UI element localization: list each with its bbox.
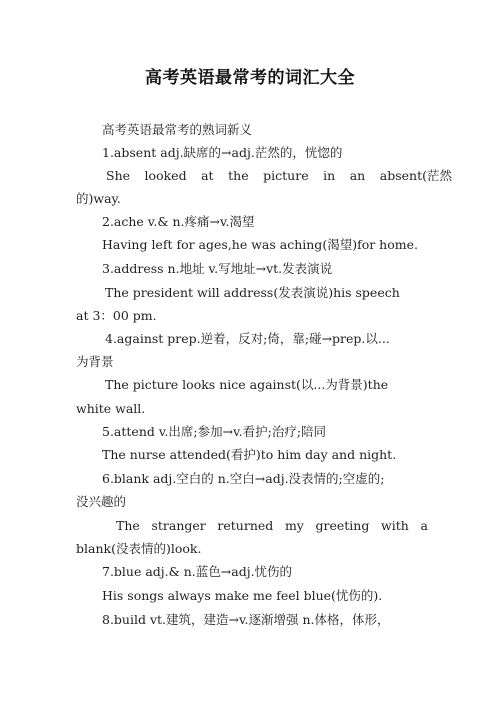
- entry-6-definition-line-1: 6.blank adj.空白的 n.空白→adj.没表情的;空虚的;: [102, 471, 385, 486]
- entry-1-example-line-2: 的)way.: [76, 191, 121, 206]
- entry-6-example-line-1: [116, 518, 428, 534]
- document-title: 高考英语最常考的词汇大全: [145, 68, 355, 88]
- word: picture: [263, 168, 309, 183]
- entry-1-example-line-1: [106, 168, 452, 184]
- entry-7-definition: 7.blue adj.& n.蓝色→adj.忧伤的: [102, 564, 293, 579]
- word: an: [349, 168, 366, 183]
- section-heading: 高考英语最常考的熟词新义: [102, 122, 253, 137]
- entry-5-example: The nurse attended(看护)to him day and night.: [102, 447, 397, 462]
- word: with: [381, 518, 409, 533]
- entry-4-example-line-1: The picture looks nice against(以...为背景)the: [105, 377, 389, 392]
- entry-8-definition: 8.build vt.建筑，建造→v.逐渐增强 n.体格，体形，: [102, 612, 390, 627]
- entry-2-definition: 2.ache v.& n.疼痛→v.渴望: [102, 214, 255, 229]
- word: absent(茫然: [379, 168, 452, 183]
- entry-3-example-line-1: The president will address(发表演说)his speech: [105, 285, 400, 300]
- word: returned: [217, 518, 274, 533]
- word: stranger: [151, 518, 206, 533]
- entry-4-definition-line-2: 为背景: [76, 354, 114, 369]
- entry-4-example-line-2: white wall.: [76, 401, 146, 416]
- entry-6-definition-line-2: 没兴趣的: [76, 494, 127, 509]
- word: She: [106, 168, 131, 183]
- word: greeting: [315, 518, 370, 533]
- entry-4-definition-line-1: 4.against prep.逆着，反对;倚，靠;碰→prep.以...: [105, 331, 390, 346]
- word: The: [116, 518, 140, 533]
- entry-5-definition: 5.attend v.出席;参加→v.看护;治疗;陪同: [102, 424, 327, 439]
- entry-6-example-line-2: blank(没表情的)look.: [76, 541, 202, 556]
- word: the: [228, 168, 249, 183]
- entry-3-definition: 3.address n.地址 v.写地址→vt.发表演说: [102, 261, 333, 276]
- word: my: [284, 518, 304, 533]
- entry-1-definition: 1.absent adj.缺席的→adj.茫然的，恍惚的: [102, 145, 343, 160]
- word: looked: [144, 168, 187, 183]
- word: at: [201, 168, 214, 183]
- entry-7-example: His songs always make me feel blue(忧伤的).: [102, 588, 383, 603]
- entry-3-example-line-2: at 3：00 pm.: [76, 308, 157, 323]
- word: in: [323, 168, 336, 183]
- word: a: [420, 518, 428, 533]
- entry-2-example: Having left for ages,he was aching(渴望)for home.: [102, 237, 418, 252]
